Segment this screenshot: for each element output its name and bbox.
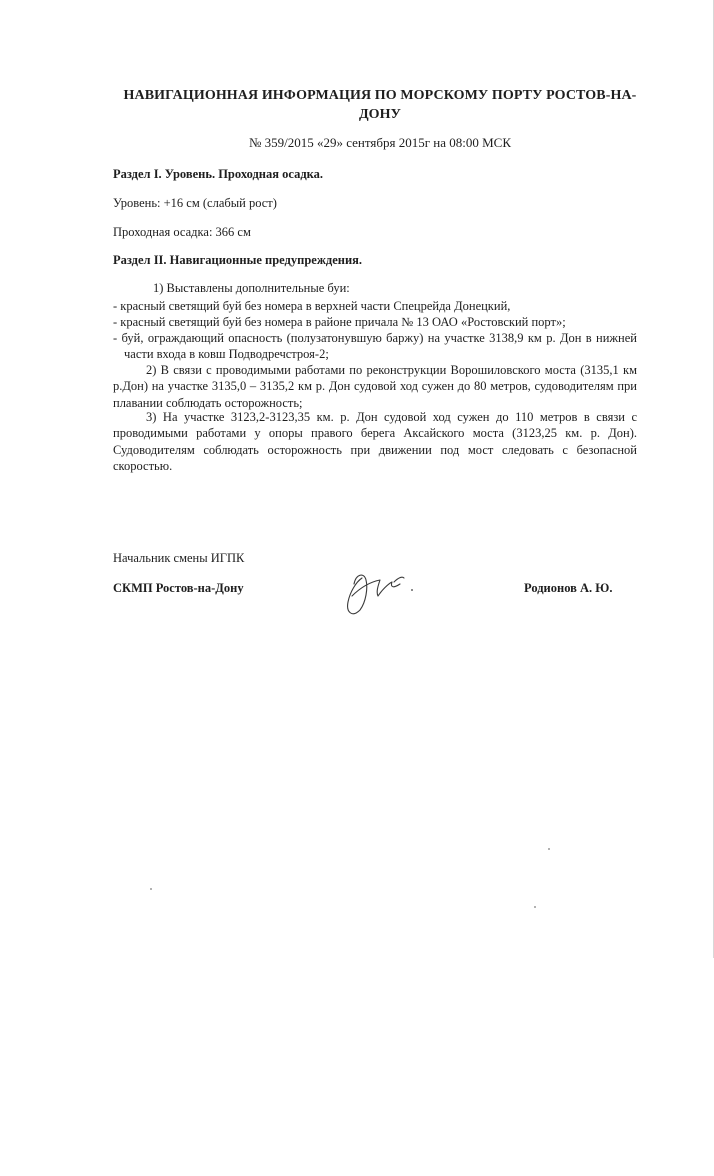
water-level: Уровень: +16 см (слабый рост) <box>113 196 277 210</box>
signer-organization: СКМП Ростов-на-Дону <box>113 581 244 595</box>
document-number-date: № 359/2015 «29» сентября 2015г на 08:00 МСК <box>248 135 512 150</box>
signer-position: Начальник смены ИГПК <box>113 551 245 565</box>
buoy-item: - буй, ограждающий опасность (полузатонувшую баржу) на участке 3138,9 км р. Дон в нижней части входа в ковш Подводречстроя-2; <box>113 331 637 362</box>
section1-heading: Раздел I. Уровень. Проходная осадка. <box>113 167 324 181</box>
item3-paragraph: 3) На участке 3123,2-3123,35 км. р. Дон судовой ход сужен до 110 метров в связи с проводимыми работами у опоры правого берега Аксайского моста (3123,25 км. р. Дон). Судоводителям соблюдать осторожность при движении под мост следовать с безопасной скоростью. <box>113 410 637 474</box>
scan-speck <box>548 848 550 850</box>
scan-speck <box>534 906 536 908</box>
buoy-item: - красный светящий буй без номера в верхней части Спецрейда Донецкий, <box>113 299 511 313</box>
item1-intro: 1) Выставлены дополнительные буи: <box>153 281 350 295</box>
section2-heading: Раздел II. Навигационные предупреждения. <box>113 253 363 267</box>
scan-speck <box>150 888 152 890</box>
item2-paragraph: 2) В связи с проводимыми работами по реконструкции Ворошиловского моста (3135,1 км р.Дон) на участке 3135,0 – 3135,2 км р. Дон судовой ход сужен до 80 метров, судоводителям при плавании соблюдать осторожность; <box>113 363 637 410</box>
signer-name: Родионов А. Ю. <box>524 581 613 595</box>
handwritten-signature <box>338 566 424 622</box>
passage-draft: Проходная осадка: 366 см <box>113 225 251 239</box>
buoy-item: - красный светящий буй без номера в районе причала № 13 ОАО «Ростовский порт»; <box>113 315 566 329</box>
document-title: НАВИГАЦИОННАЯ ИНФОРМАЦИЯ ПО МОРСКОМУ ПОРТУ РОСТОВ-НА-ДОНУ <box>123 88 637 122</box>
